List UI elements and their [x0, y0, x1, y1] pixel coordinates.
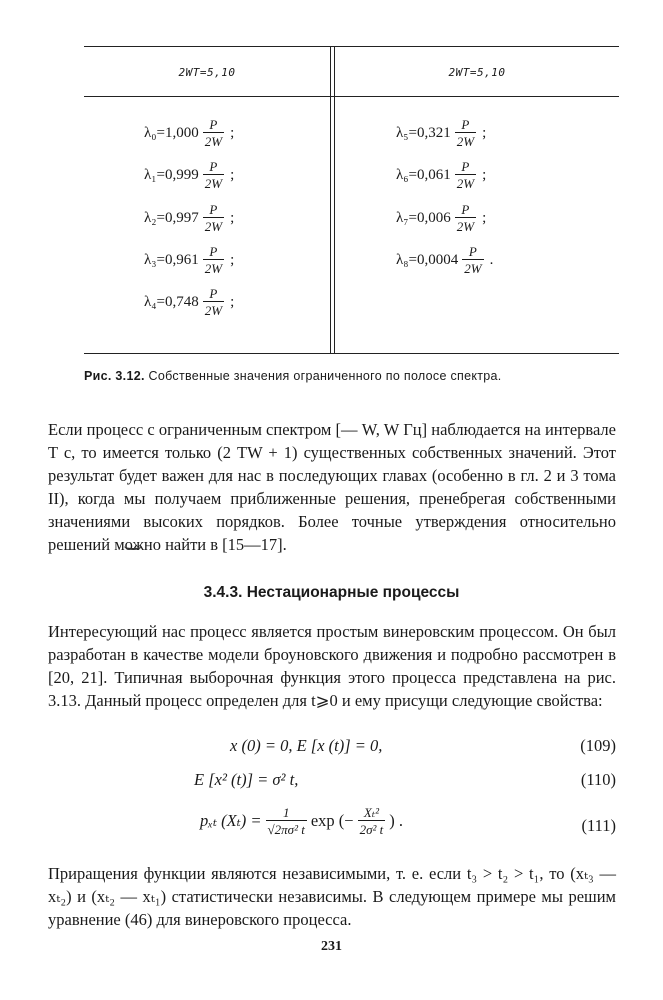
fraction — [203, 203, 224, 233]
paragraph-band-limited: Если процесс с ограниченным спектром [— W, W Гц] наблюдается на интервале T с, то имеется только (2 TW + 1) существенных собственных значений. Этот результат будет важен для нас в последующих главах (особенно в гл. 2 и 3 тома II), когда мы получаем приближенные решения, пренебрегая собственными значениями высоких порядков. Более точные утверждения относительно решений можно найти в [15—17]. — [48, 420, 616, 554]
table-bottom-rule — [84, 353, 619, 354]
equation-number: (110) — [580, 770, 616, 789]
right-column-header: 2WT=5,10 — [448, 66, 506, 79]
lambda-symbol: λ₂ — [144, 209, 157, 226]
lambda-symbol: λ₃ — [144, 251, 157, 268]
table-column-divider — [330, 46, 335, 354]
paragraph-wiener-intro: Интересующий нас процесс является простым винеровским процессом. Он был разработан в качестве модели броуновского движения и подробно рассмотрен в [20, 21]. Типичная выборочная функция этого процесса представлена на рис. 3.13. Данный процесс определен для t⩾0 и ему присущи следующие свойства: — [48, 622, 616, 710]
fraction — [203, 245, 224, 275]
fraction-numerator: Xₜ² — [363, 805, 379, 820]
eigenvalue-row — [144, 245, 234, 275]
equation-body: E [x² (t)] = σ² t, — [194, 770, 299, 789]
fraction — [455, 160, 476, 190]
figure-caption — [84, 369, 604, 383]
fraction-denominator: 2W — [204, 176, 223, 191]
eigenvalue-value: =0,961 — [156, 251, 199, 268]
eigenvalue-value: =0,748 — [156, 293, 199, 310]
fraction-denominator: √2πσ² t — [267, 822, 305, 837]
eigenvalue-value: =0,0004 — [408, 251, 459, 268]
paragraph-increments: Приращения функции являются независимыми, т. е. если t₃ > t₂ > t₁, то (xₜ₃ — xₜ₂) и (xₜ₂ — xₜ₁) статистически независимы. В следующем примере мы решим уравнение (46) для винеровского процесса. — [48, 864, 616, 929]
fraction — [203, 287, 224, 317]
lambda-symbol: λ₀ — [144, 124, 157, 141]
fraction — [266, 806, 307, 836]
punctuation: ; — [230, 166, 235, 183]
eigenvalue-value: =1,000 — [156, 124, 199, 141]
lambda-symbol: λ₈ — [396, 251, 409, 268]
eigenvalue-table — [84, 46, 619, 354]
fraction-denominator: 2W — [456, 134, 475, 149]
punctuation: ; — [482, 166, 487, 183]
punctuation: ; — [482, 209, 487, 226]
fraction-denominator: 2W — [204, 219, 223, 234]
page-number: 231 — [321, 939, 342, 954]
fraction — [203, 160, 224, 190]
fraction — [455, 203, 476, 233]
eigenvalue-value: =0,321 — [408, 124, 451, 141]
punctuation: ; — [230, 293, 235, 310]
eigenvalue-row — [396, 245, 493, 275]
eigenvalue-row — [396, 203, 486, 233]
fraction-numerator: P — [209, 117, 218, 132]
lambda-symbol: λ₄ — [144, 293, 157, 310]
punctuation: ; — [230, 209, 235, 226]
table-top-rule — [84, 46, 619, 47]
equation-body — [200, 806, 403, 836]
lambda-symbol: λ₆ — [396, 166, 409, 183]
pencil-underline-mark — [124, 542, 142, 550]
fraction-denominator: 2σ² t — [359, 822, 384, 837]
punctuation: . — [489, 251, 494, 268]
fraction-denominator: 2W — [456, 219, 475, 234]
density-lhs: pₓₜ (Xₜ) = — [200, 811, 262, 830]
left-column-header: 2WT=5,10 — [178, 66, 236, 79]
fraction — [203, 118, 224, 148]
fraction-numerator: P — [461, 159, 470, 174]
eigenvalue-row — [144, 160, 234, 190]
lambda-symbol: λ₅ — [396, 124, 409, 141]
fraction-denominator: 2W — [204, 303, 223, 318]
eigenvalue-value: =0,999 — [156, 166, 199, 183]
fraction-numerator: P — [468, 244, 477, 259]
exp-close: ) . — [389, 811, 404, 830]
fraction-numerator: P — [209, 159, 218, 174]
fraction — [462, 245, 483, 275]
eigenvalue-row — [396, 118, 486, 148]
fraction — [358, 806, 386, 836]
fraction-denominator: 2W — [456, 176, 475, 191]
fraction-numerator: 1 — [282, 805, 290, 820]
eigenvalue-row — [144, 118, 234, 148]
eigenvalue-row — [396, 160, 486, 190]
punctuation: ; — [482, 124, 487, 141]
fraction-denominator: 2W — [204, 261, 223, 276]
eigenvalue-value: =0,006 — [408, 209, 451, 226]
section-heading: 3.4.3. Нестационарные процессы — [203, 584, 460, 601]
eigenvalue-row — [144, 203, 234, 233]
eigenvalue-value: =0,061 — [408, 166, 451, 183]
caption-label: Рис. 3.12. — [84, 369, 145, 383]
punctuation: ; — [230, 124, 235, 141]
fraction-numerator: P — [209, 244, 218, 259]
caption-text: Собственные значения ограниченного по полосе спектра. — [148, 369, 502, 383]
punctuation: ; — [230, 251, 235, 268]
fraction — [455, 118, 476, 148]
equation-number: (109) — [580, 736, 616, 755]
lambda-symbol: λ₇ — [396, 209, 409, 226]
lambda-symbol: λ₁ — [144, 166, 157, 183]
equation-body: x (0) = 0, E [x (t)] = 0, — [230, 736, 383, 755]
fraction-numerator: P — [209, 286, 218, 301]
table-header-rule — [84, 96, 619, 97]
fraction-numerator: P — [461, 117, 470, 132]
fraction-numerator: P — [461, 202, 470, 217]
eigenvalue-row — [144, 287, 234, 317]
exp-open: exp (− — [310, 811, 354, 830]
equation-111 — [48, 806, 616, 846]
fraction-denominator: 2W — [464, 261, 482, 276]
equation-number: (111) — [581, 816, 616, 835]
fraction-numerator: P — [209, 202, 218, 217]
fraction-denominator: 2W — [204, 134, 223, 149]
eigenvalue-value: =0,997 — [156, 209, 199, 226]
